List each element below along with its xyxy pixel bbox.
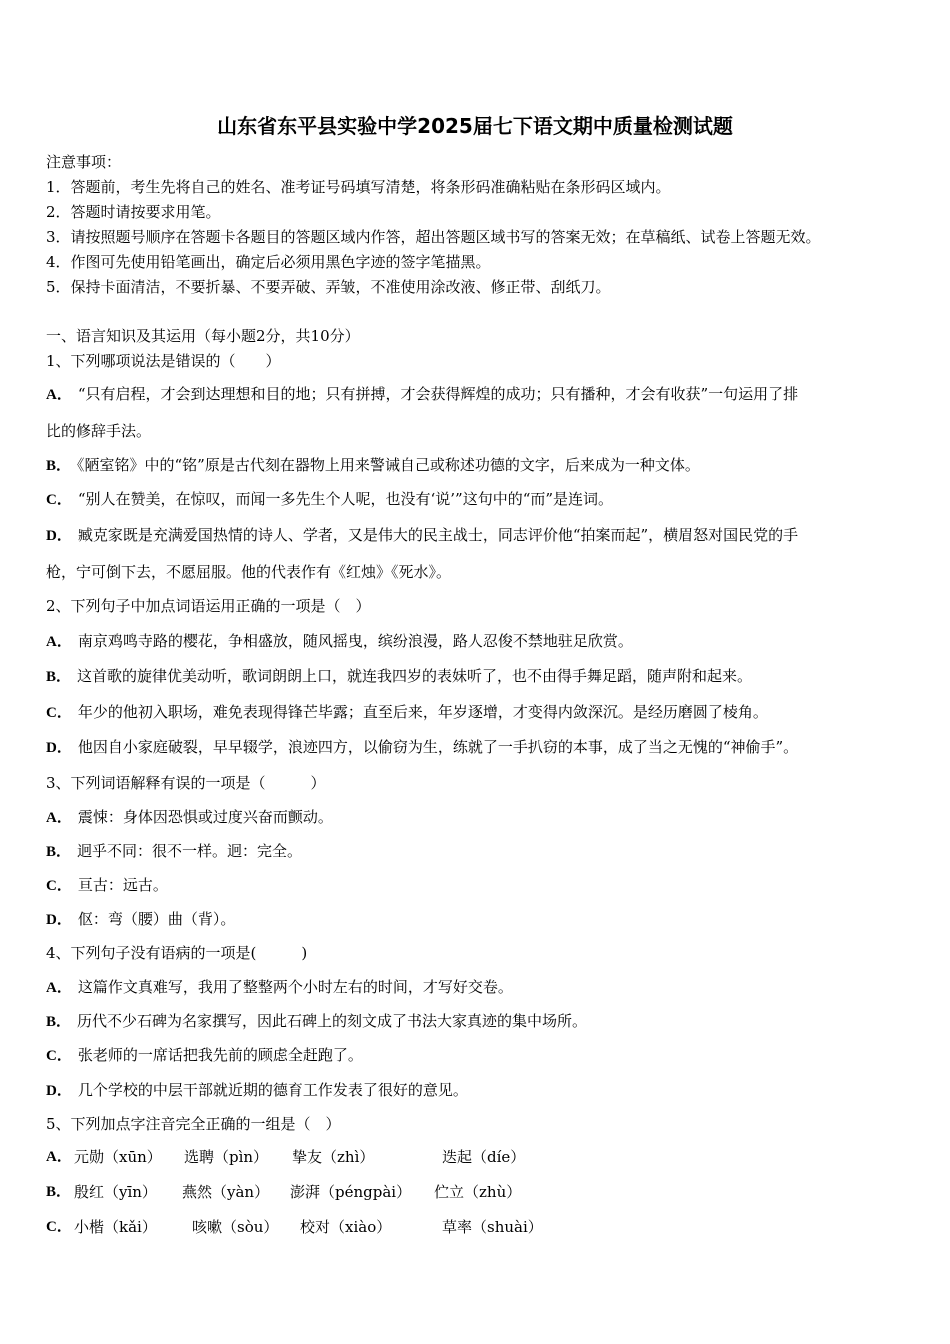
option-label: B． <box>46 1184 72 1200</box>
option-text: 臧克家既是充满爱国热情的诗人、学者，又是伟大的民主战士，同志评价他“拍案而起”，横眉怒对国民党的手 <box>77 526 799 544</box>
option-c <box>46 702 768 723</box>
option-continuation: 比的修辞手法。 <box>46 422 152 440</box>
notice-heading: 注意事项： <box>46 153 122 171</box>
pinyin-item: 校对（xiào） <box>300 1218 392 1236</box>
option-text: 历代不少石碑为名家撰写，因此石碑上的刻文成了书法大家真迹的集中场所。 <box>77 1012 588 1030</box>
option-label: A． <box>46 387 72 403</box>
option-label: D． <box>46 912 72 928</box>
option-c <box>46 875 168 896</box>
option-label: B． <box>46 1014 72 1030</box>
option-b <box>46 666 752 687</box>
option-a <box>46 384 798 405</box>
option-d <box>46 909 235 930</box>
option-c <box>46 1045 363 1066</box>
option-label: A． <box>46 810 72 826</box>
option-text: 年少的他初入职场，难免表现得锋芒毕露；直至后来，年岁逐增，才变得内敛深沉。是经历磨圆了棱角。 <box>77 703 768 721</box>
option-label: B． <box>46 844 72 860</box>
notice-item: 5．保持卡面清洁，不要折暴、不要弄破、弄皱，不准使用涂改液、修正带、刮纸刀。 <box>46 278 611 296</box>
question-stem: 4、下列句子没有语病的一项是( ) <box>46 944 308 962</box>
question-stem: 2、下列句子中加点词语运用正确的一项是（ ） <box>46 597 371 615</box>
option-text: 亘古：远古。 <box>77 876 168 894</box>
option-b <box>46 455 700 476</box>
option-a <box>46 631 633 652</box>
option-text: 张老师的一席话把我先前的顾虑全赶跑了。 <box>77 1046 363 1064</box>
option-text: 震悚：身体因恐惧或过度兴奋而颤动。 <box>77 808 333 826</box>
page-title: 山东省东平县实验中学2025届七下语文期中质量检测试题 <box>217 114 733 138</box>
option-label: B． <box>46 669 72 685</box>
option-text: “别人在赞美，在惊叹，而闻一多先生个人呢，也没有‘说’”这句中的“而”是连词。 <box>77 490 614 508</box>
pinyin-item: 迭起（díe） <box>442 1148 526 1166</box>
section-heading: 一、语言知识及其运用（每小题2分，共10分） <box>46 327 360 345</box>
option-label: C． <box>46 1219 72 1235</box>
option-label: A． <box>46 1149 72 1165</box>
notice-item: 3．请按照题号顺序在答题卡各题目的答题区域内作答，超出答题区域书写的答案无效；在草稿纸、试卷上答题无效。 <box>46 228 821 246</box>
option-d <box>46 1080 468 1101</box>
notice-item: 2．答题时请按要求用笔。 <box>46 203 221 221</box>
option-a <box>46 1147 906 1167</box>
option-label: D． <box>46 1083 72 1099</box>
option-b <box>46 841 302 862</box>
option-label: A． <box>46 980 72 996</box>
option-label: B． <box>46 458 72 474</box>
notice-item: 4．作图可先使用铅笔画出，确定后必须用黑色字迹的签字笔描黑。 <box>46 253 491 271</box>
option-label: D． <box>46 740 72 756</box>
question-stem: 3、下列词语解释有误的一项是（ ） <box>46 774 326 792</box>
option-label: D． <box>46 528 72 544</box>
option-text: 这篇作文真难写，我用了整整两个小时左右的时间，才写好交卷。 <box>77 978 513 996</box>
pinyin-item: 殷红（yīn） <box>74 1183 157 1201</box>
option-text: 几个学校的中层干部就近期的德育工作发表了很好的意见。 <box>77 1081 468 1099</box>
option-text: 他因自小家庭破裂，早早辍学，浪迹四方，以偷窃为生，练就了一手扒窃的本事，成了当之无愧的“神偷手”。 <box>77 738 799 756</box>
question-stem: 1、下列哪项说法是错误的（ ） <box>46 352 281 370</box>
option-c <box>46 1217 906 1237</box>
notice-item: 1．答题前，考生先将自己的姓名、准考证号码填写清楚，将条形码准确粘贴在条形码区域内。 <box>46 178 671 196</box>
option-d <box>46 737 798 758</box>
question-stem: 5、下列加点字注音完全正确的一组是（ ） <box>46 1115 341 1133</box>
pinyin-item: 选聘（pìn） <box>184 1148 269 1166</box>
option-text: “只有启程，才会到达理想和目的地；只有拼搏，才会获得辉煌的成功；只有播种，才会有收获”一句运用了排 <box>77 385 799 403</box>
option-text: 南京鸡鸣寺路的樱花，争相盛放，随风摇曳，缤纷浪漫，路人忍俊不禁地驻足欣赏。 <box>77 632 633 650</box>
option-d <box>46 525 798 546</box>
option-c <box>46 489 613 510</box>
option-a <box>46 807 333 828</box>
option-b <box>46 1182 906 1202</box>
option-b <box>46 1011 587 1032</box>
option-label: C． <box>46 492 72 508</box>
option-label: C． <box>46 705 72 721</box>
pinyin-item: 元勋（xūn） <box>74 1148 162 1166</box>
option-text: 伛：弯（腰）曲（背）。 <box>77 910 236 928</box>
option-continuation: 枪，宁可倒下去，不愿屈服。他的代表作有《红烛》《死水》。 <box>46 563 452 581</box>
option-text: 迥乎不同：很不一样。迥：完全。 <box>77 842 303 860</box>
pinyin-item: 燕然（yàn） <box>182 1183 270 1201</box>
pinyin-item: 草率（shuài） <box>442 1218 543 1236</box>
pinyin-item: 伫立（zhù） <box>434 1183 522 1201</box>
pinyin-item: 小楷（kǎi） <box>74 1218 157 1236</box>
pinyin-item: 咳嗽（sòu） <box>192 1218 279 1236</box>
option-a <box>46 977 513 998</box>
option-label: A． <box>46 634 72 650</box>
option-label: C． <box>46 1048 72 1064</box>
option-text: 《陋室铭》中的“铭”原是古代刻在器物上用来警诫自己或称述功德的文字，后来成为一种文体。 <box>77 456 700 474</box>
pinyin-item: 澎湃（péngpài） <box>290 1183 412 1201</box>
pinyin-item: 挚友（zhì） <box>292 1148 375 1166</box>
option-label: C． <box>46 878 72 894</box>
option-text: 这首歌的旋律优美动听，歌词朗朗上口，就连我四岁的表妹听了，也不由得手舞足蹈，随声附和起来。 <box>77 667 753 685</box>
